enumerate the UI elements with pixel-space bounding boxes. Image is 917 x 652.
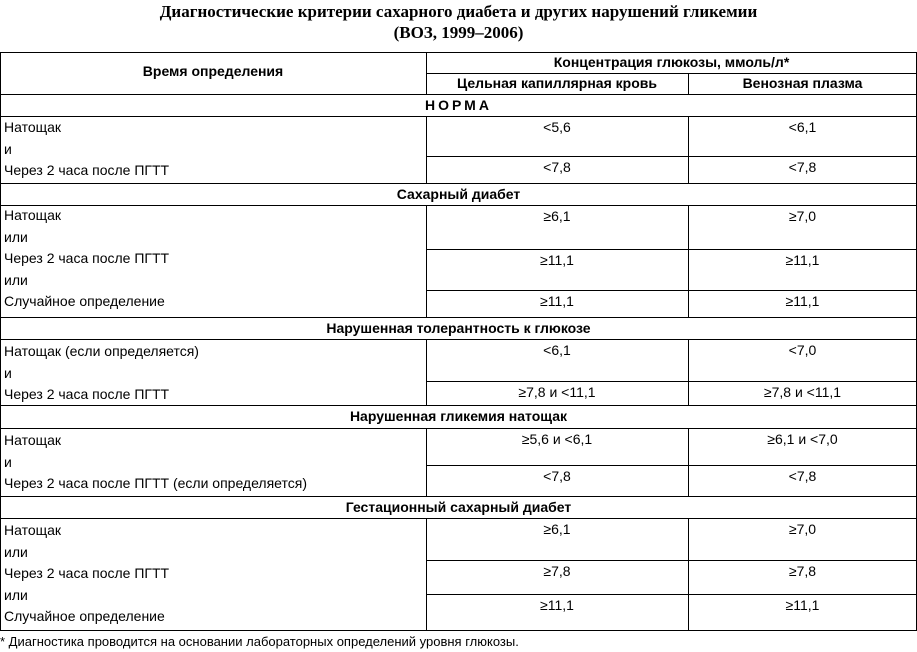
value-cell-rule <box>426 594 917 595</box>
row-label: Через 2 часа после ПГТТ <box>4 162 170 178</box>
capillary-value: ≥6,1 <box>543 208 571 224</box>
section-title: Нарушенная толерантность к глюкозе <box>326 320 591 336</box>
section-top-rule <box>0 496 917 497</box>
capillary-value: <5,6 <box>543 119 571 135</box>
row-label: или <box>4 586 28 603</box>
row-label: Натощак <box>4 432 62 448</box>
venous-value: ≥7,0 <box>788 521 817 537</box>
section-top-rule <box>0 405 917 406</box>
table-rule <box>0 496 1 631</box>
row-label: Через 2 часа после ПГТТ <box>4 250 170 266</box>
section-title: Нарушенная гликемия натощак <box>349 408 568 424</box>
venous-value: ≥11,1 <box>785 252 820 268</box>
row-label: или <box>4 228 28 245</box>
table-rule <box>0 405 1 497</box>
venous-value: <7,0 <box>788 342 817 358</box>
capillary-value: ≥11,1 <box>540 597 574 613</box>
row-label: и <box>4 364 12 381</box>
footnote: * Диагностика проводится на основании лабораторных определений уровня глюкозы. <box>0 634 519 649</box>
capillary-value: ≥11,1 <box>540 252 574 268</box>
table-rule <box>0 94 1 184</box>
capillary-value: <6,1 <box>543 342 571 358</box>
capillary-value: ≥6,1 <box>543 521 571 537</box>
document-subtitle: (ВОЗ, 1999–2006) <box>393 23 524 42</box>
venous-value: <6,1 <box>788 119 817 135</box>
section-title-bottom-rule <box>0 518 917 519</box>
row-label: Случайное определение <box>4 293 165 309</box>
venous-value: <7,8 <box>788 468 817 484</box>
venous-value: ≥7,0 <box>788 208 817 224</box>
row-label: Через 2 часа после ПГТТ <box>4 386 170 402</box>
section-title: НОРМА <box>425 97 492 113</box>
row-label: Натощак (если определяется) <box>4 343 199 359</box>
capillary-value: ≥11,1 <box>540 293 574 309</box>
venous-value: ≥7,8 и <11,1 <box>763 384 842 400</box>
section-top-rule <box>0 317 917 318</box>
row-label: Через 2 часа после ПГТТ (если определяется) <box>4 475 307 491</box>
venous-value: ≥6,1 и <7,0 <box>767 431 838 447</box>
section-top-rule <box>0 183 917 184</box>
capillary-value: ≥7,8 и <11,1 <box>518 384 596 400</box>
value-cell-rule <box>426 290 917 291</box>
section-top-rule <box>0 94 917 95</box>
criteria-table <box>0 52 917 631</box>
capillary-value: <7,8 <box>543 159 571 175</box>
venous-value: <7,8 <box>788 159 817 175</box>
value-cell-rule <box>426 560 917 561</box>
row-label: или <box>4 271 28 288</box>
document-title: Диагностические критерии сахарного диабета и других нарушений гликемии <box>159 2 758 21</box>
venous-value: ≥11,1 <box>785 597 820 613</box>
capillary-value: ≥5,6 и <6,1 <box>521 431 593 447</box>
row-label: и <box>4 453 12 470</box>
header-mid-rule <box>426 73 917 74</box>
capillary-value: ≥7,8 <box>543 563 571 579</box>
header-time-label: Время определения <box>142 63 284 79</box>
table-rule <box>0 183 1 318</box>
row-label: или <box>4 543 28 560</box>
row-label: Натощак <box>4 207 62 223</box>
row-label: и <box>4 140 12 157</box>
row-label: Натощак <box>4 119 62 135</box>
table-top-rule <box>0 52 917 53</box>
table-bottom-rule <box>0 630 917 631</box>
row-label: Случайное определение <box>4 608 165 624</box>
venous-value: ≥11,1 <box>785 293 820 309</box>
value-cell-rule <box>426 156 917 157</box>
value-cell-rule <box>426 381 917 382</box>
header-venous-label: Венозная плазма <box>742 75 863 91</box>
row-label: Натощак <box>4 522 62 538</box>
section-title-bottom-rule <box>0 428 917 429</box>
row-label: Через 2 часа после ПГТТ <box>4 565 170 581</box>
table-rule <box>0 317 1 406</box>
header-capillary-label: Цельная капиллярная кровь <box>457 75 657 91</box>
value-cell-rule <box>426 249 917 250</box>
venous-value: ≥7,8 <box>788 563 817 579</box>
header-concentration-label: Концентрация глюкозы, ммоль/л* <box>553 54 790 70</box>
section-title: Гестационный сахарный диабет <box>345 499 572 515</box>
value-cell-rule <box>426 465 917 466</box>
section-title-bottom-rule <box>0 339 917 340</box>
section-title: Сахарный диабет <box>396 186 521 202</box>
section-title-bottom-rule <box>0 205 917 206</box>
capillary-value: <7,8 <box>543 468 571 484</box>
section-title-bottom-rule <box>0 116 917 117</box>
